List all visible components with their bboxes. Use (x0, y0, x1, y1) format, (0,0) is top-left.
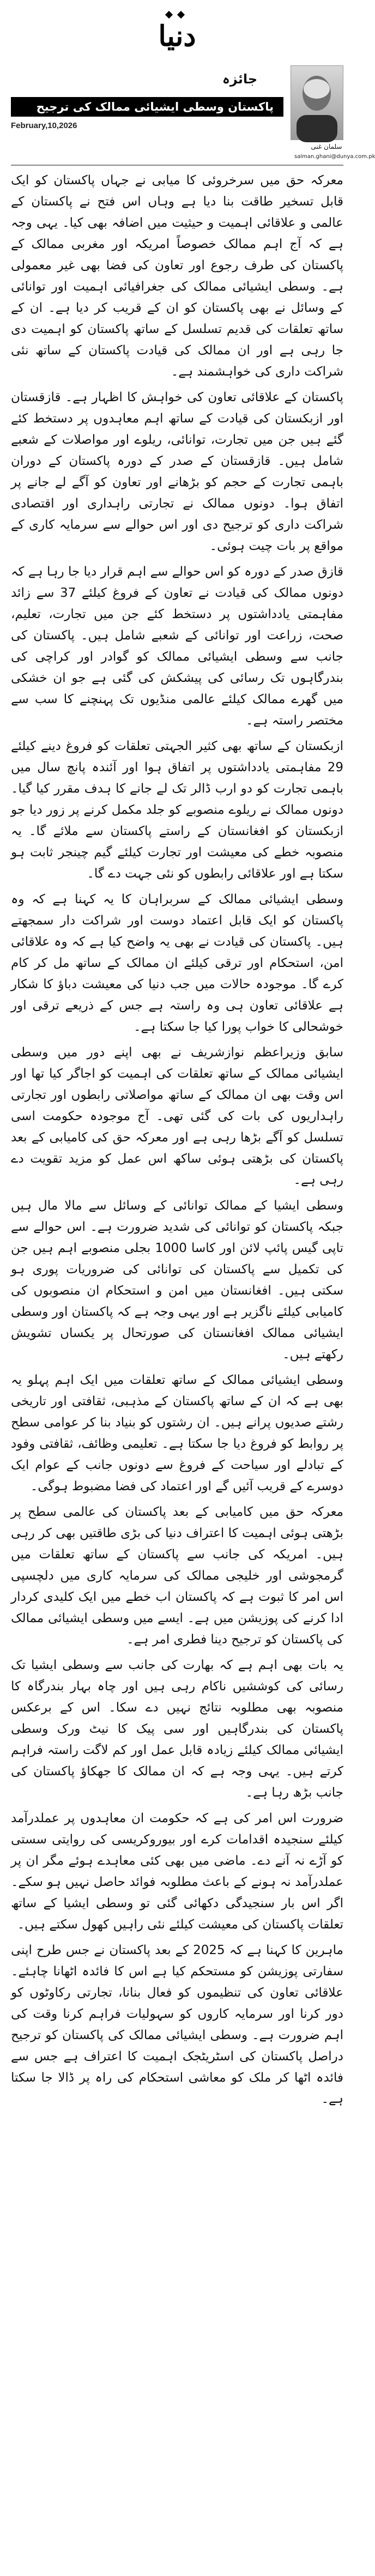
newspaper-logo (112, 9, 243, 58)
publish-date: February,10,2026 (11, 121, 77, 130)
header-divider (11, 165, 343, 166)
masthead (0, 4, 354, 59)
paragraph: معرکہ حق میں سرخروئی کا میابی نے جہاں پاکستان کو ایک قابل تسخیر طاقت بنا دیا ہے وہاں اس فتح نے پاکستان کے عالمی و علاقائی اہمیت و حیثیت میں اضافہ بھی کیا۔ یہی وجہ ہے کہ آج اہم ممالک خصوصاً امریکہ اور مغربی ممالک کے پاکستان کی طرف رجوع اور تعاون کی فضا بھی غیر معمولی ہے۔ وسطی ایشیائی ممالک کی جغرافیائی اہمیت اور توانائی کے وسائل نے بھی پاکستان کو ان کے قریب کر دیا ہے۔ ان کے ساتھ تعلقات کی قدیم تسلسل کے ساتھ پاکستان کو اہمیت دی جا رہی ہے اور ان ممالک کی قیادت پاکستان کے ساتھ نئی شراکت داری کی خواہشمند ہے۔ (11, 173, 343, 379)
paragraph: یہ بات بھی اہم ہے کہ بھارت کی جانب سے وسطی ایشیا تک رسائی کی کوششیں ناکام رہی ہیں اور چاہ بہار بندرگاہ کا منصوبہ بھی مطلوبہ نتائج نہیں دے سکا۔ اس کے برعکس پاکستان کی بندرگاہیں اور سی پیک کا نیٹ ورک وسطی ایشیائی ممالک کیلئے زیادہ قابل عمل اور کم لاگت راستہ فراہم کرتے ہیں۔ یہی وجہ ہے کہ ان ممالک کا جھکاؤ پاکستان کی جانب بڑھ رہا ہے۔ (11, 1658, 343, 1800)
article-body (11, 170, 343, 2557)
column-badge (191, 65, 289, 93)
paragraph: سابق وزیراعظم نوازشریف نے بھی اپنے دور میں وسطی ایشیائی ممالک کے ساتھ تعلقات کی اہمیت کو اجاگر کیا تھا اور اس وقت بھی ان ممالک کے ساتھ مواصلاتی رابطوں اور تجارتی راہداریوں کی بات کی گئی تھی۔ آج موجودہ حکومت اسی تسلسل کو آگے بڑھا رہی ہے اور معرکہ حق کی کامیابی کے بعد پاکستان کی بڑھتی ہوئی ساکھ اس عمل کو مزید تقویت دے رہی ہے۔ (11, 1045, 343, 1187)
author-name: سلمان غنی (311, 143, 342, 150)
paragraph: وسطی ایشیا کے ممالک توانائی کے وسائل سے مالا مال ہیں جبکہ پاکستان کو توانائی کی شدید ضرورت ہے۔ اس حوالے سے تاپی گیس پائپ لائن اور کاسا 1000 بجلی منصوبے اہم ہیں جن کی تکمیل سے پاکستان کی توانائی کی ضروریات پوری ہو سکتی ہیں۔ افغانستان میں امن و استحکام ان منصوبوں کی کامیابی کیلئے ناگزیر ہے اور یہی وجہ ہے کہ پاکستان اور وسطی ایشیائی ممالک افغانستان کی صورتحال پر یکساں تشویش رکھتے ہیں۔ (11, 1199, 343, 1362)
paragraph: وسطی ایشیائی ممالک کے ساتھ تعلقات میں ایک اہم پہلو یہ بھی ہے کہ ان کے ساتھ پاکستان کے مذہبی، ثقافتی اور تاریخی رشتے صدیوں پرانے ہیں۔ ان رشتوں کو بنیاد بنا کر عوامی سطح پر روابط کو فروغ دیا جا سکتا ہے۔ تعلیمی وظائف، ثقافتی وفود کے تبادلے اور سیاحت کے فروغ سے دونوں جانب کے عوام ایک دوسرے کے قریب آئیں گے اور اعتماد کی فضا مضبوط ہوگی۔ (11, 1373, 343, 1493)
column-badge-label: جائزہ (222, 71, 258, 87)
author-email: salman.ghani@dunya.com.pk (294, 154, 375, 160)
paragraph: ضرورت اس امر کی ہے کہ حکومت ان معاہدوں پر عملدرآمد کیلئے سنجیدہ اقدامات کرے اور بیوروکریسی کی روایتی سستی کو آڑے نہ آنے دے۔ ماضی میں بھی کئی معاہدے ہوئے مگر ان پر عملدرآمد نہ ہونے کے باعث مطلوبہ فوائد حاصل نہیں ہو سکے۔ اگر اس بار سنجیدگی دکھائی گئی تو وسطی ایشیا کے ساتھ تعلقات پاکستان کی معیشت کیلئے نئی راہیں کھول سکتے ہیں۔ (11, 1811, 343, 1932)
paragraph: معرکہ حق میں کامیابی کے بعد پاکستان کی عالمی سطح پر بڑھتی ہوئی اہمیت کا اعتراف دنیا کی بڑی طاقتیں بھی کر رہی ہیں۔ امریکہ کی جانب سے پاکستان کے ساتھ تعلقات میں گرمجوشی اور خلیجی ممالک کی سرمایہ کاری میں دلچسپی اس امر کا ثبوت ہے کہ پاکستان اب خطے میں ایک کلیدی کردار ادا کرنے کی پوزیشن میں ہے۔ ایسے میں وسطی ایشیائی ممالک کی پاکستان کو ترجیح دینا فطری امر ہے۔ (11, 1505, 343, 1647)
paragraph: وسطی ایشیائی ممالک کے سربراہان کا یہ کہنا ہے کہ وہ پاکستان کو ایک قابل اعتماد دوست اور شراکت دار سمجھتے ہیں۔ پاکستان کی قیادت نے بھی یہ واضح کیا ہے کہ وہ علاقائی امن، استحکام اور ترقی کیلئے ان ممالک کے ساتھ مل کر کام کرے گا۔ موجودہ حالات میں جب دنیا کی معیشت دباؤ کا شکار ہے علاقائی تعاون ہی وہ راستہ ہے جس کے ذریعے ترقی اور خوشحالی کا خواب پورا کیا جا سکتا ہے۔ (11, 892, 343, 1034)
paragraph: ازبکستان کے ساتھ بھی کثیر الجہتی تعلقات کو فروغ دینے کیلئے 29 مفاہمتی یادداشتوں پر اتفاق ہوا اور آئندہ پانچ سال میں باہمی تجارت کو دو ارب ڈالر تک لے جانے کا ہدف مقرر کیا گیا۔ دونوں ممالک نے ریلوے منصوبے کو جلد مکمل کرنے پر زور دیا جو ازبکستان کو افغانستان کے راستے پاکستان سے ملائے گا۔ یہ منصوبہ خطے کی معیشت اور تجارت کیلئے گیم چینجر ثابت ہو سکتا ہے اور علاقائی رابطوں کو نئی جہت دے گا۔ (11, 739, 343, 881)
logo-text: دنیا (158, 20, 196, 53)
paragraph: ماہرین کا کہنا ہے کہ 2025 کے بعد پاکستان نے جس طرح اپنی سفارتی پوزیشن کو مستحکم کیا ہے اس کا فائدہ اٹھانا چاہئے۔ علاقائی تعاون کی تنظیموں کو فعال بنانا، تجارتی رکاوٹوں کو دور کرنا اور سرمایہ کاروں کو سہولیات فراہم کرنا وقت کی اہم ضرورت ہے۔ وسطی ایشیائی ممالک کی پاکستان کو ترجیح دراصل پاکستان کی اسٹریٹجک اہمیت کا اعتراف ہے جس سے فائدہ اٹھا کر ملک کو معاشی استحکام کی راہ پر ڈالا جا سکتا ہے۔ (11, 1943, 343, 2106)
paragraph: قازق صدر کے دورہ کو اس حوالے سے اہم قرار دیا جا رہا ہے کہ دونوں ممالک کی قیادت نے تعاون کے فروغ کیلئے 37 سے زائد مفاہمتی یادداشتوں پر دستخط کئے جن میں تجارت، تعلیم، صحت، زراعت اور توانائی کے شعبے شامل ہیں۔ پاکستان کی جانب سے وسطی ایشیائی ممالک کو گوادر اور کراچی کی بندرگاہوں تک رسائی کی پیشکش کی گئی ہے جو ان خشکی میں گھرے ممالک کیلئے عالمی منڈیوں تک پہنچنے کا سب سے مختصر راستہ ہے۔ (11, 565, 344, 728)
headline: پاکستان وسطی ایشیائی ممالک کی ترجیح کیوں؟ (11, 97, 283, 117)
paragraph: پاکستان کے علاقائی تعاون کی خواہش کا اظہار ہے۔ قازقستان اور ازبکستان کی قیادت کے ساتھ اہم معاہدوں پر دستخط کئے گئے ہیں جن میں تجارت، توانائی، ریلوے اور مواصلات کے شعبے شامل ہیں۔ قازقستان کے صدر کے دورہ پاکستان کے دوران باہمی تجارت کے حجم کو بڑھانے اور تعاون کو آگے لے جانے پر اتفاق ہوا۔ دونوں ممالک نے تجارتی راہداری اور اقتصادی شراکت داری کو ترجیح دی اور اس حوالے سے سرمایہ کاری کے مواقع پر بات چیت ہوئی۔ (11, 390, 343, 553)
column-header (11, 65, 343, 142)
author-photo (291, 65, 343, 140)
